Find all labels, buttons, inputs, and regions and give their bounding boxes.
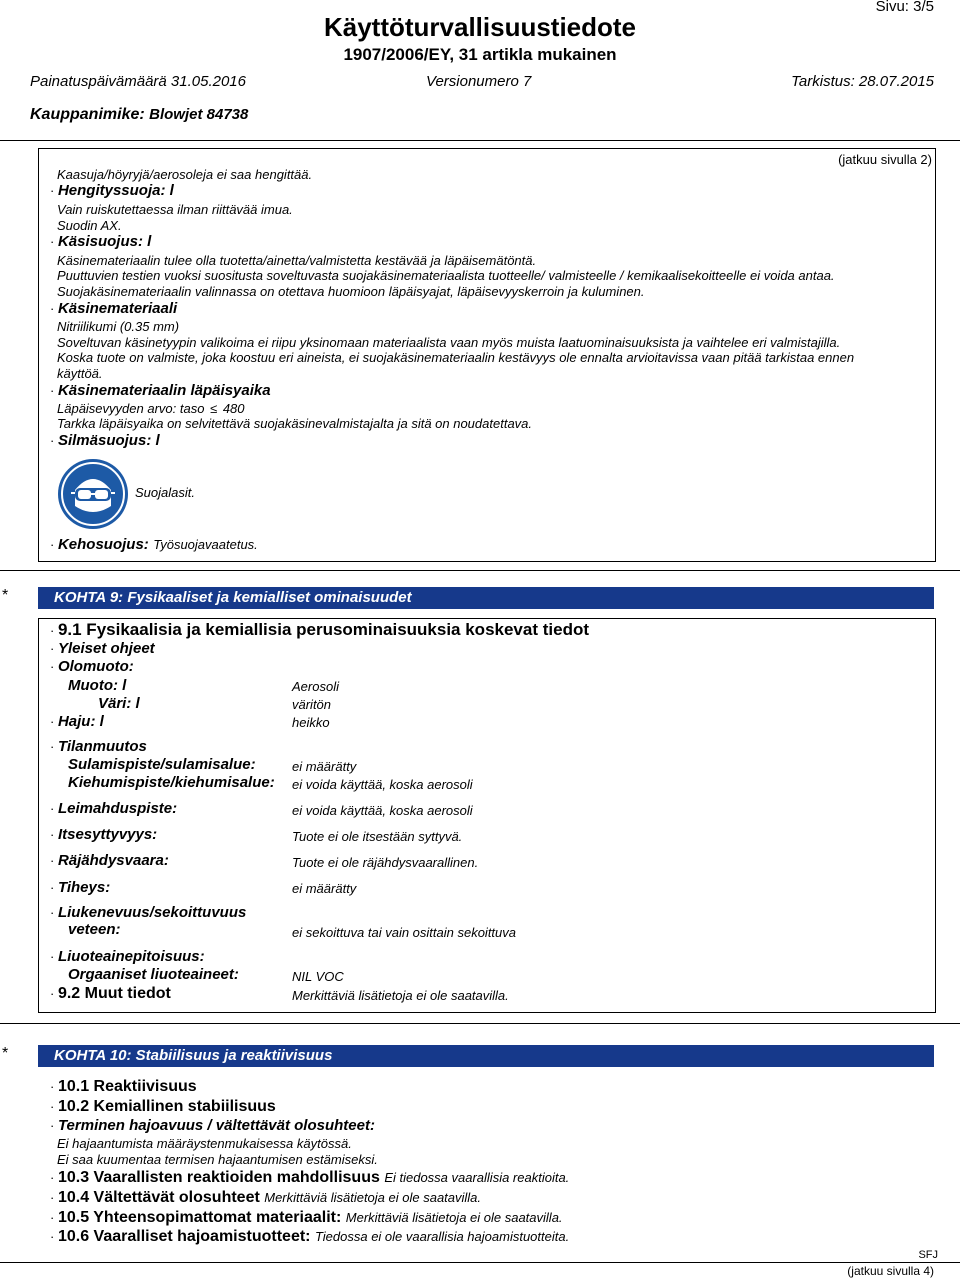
flash-point-label: · Leimahduspiste: xyxy=(50,800,178,817)
penetration-value: Läpäisevyyden arvo: taso ≤ 480 xyxy=(57,401,245,416)
gas-inhalation-note: Kaasuja/höyryjä/aerosoleja ei saa hengittää. xyxy=(57,167,313,182)
page-number: Sivu: 3/5 xyxy=(875,0,934,15)
flash-point-value: ei voida käyttää, koska aerosoli xyxy=(292,803,473,818)
hand-protection-heading: · Käsisuojus: l xyxy=(50,233,152,250)
footer-code: SFJ xyxy=(918,1249,938,1261)
penetration-time-heading: · Käsinemateriaalin läpäisyaika xyxy=(50,382,271,399)
safety-goggles-icon xyxy=(57,458,129,530)
thermal-decomposition-heading: · Terminen hajoavuus / vältettävät olosuhteet: xyxy=(50,1117,375,1134)
melting-point-value: ei määrätty xyxy=(292,759,357,774)
respiratory-note-1: Vain ruiskutettaessa ilman riittävää imua. xyxy=(57,202,293,217)
hazardous-decomposition: · 10.6 Vaaralliset hajoamistuotteet: Tiedossa ei ole vaarallisia hajoamistuotteita. xyxy=(50,1228,570,1245)
trade-name-value: Blowjet 84738 xyxy=(149,106,249,123)
form-value: Aerosoli xyxy=(292,679,339,694)
hand-note-1: Käsinemateriaalin tulee olla tuotetta/ainetta/valmistetta kestävää ja läpäisemätöntä. xyxy=(57,253,537,268)
version-number: Versionumero 7 xyxy=(426,73,532,90)
document-title: Käyttöturvallisuustiedote xyxy=(323,12,637,42)
density-label: · Tiheys: xyxy=(50,879,111,896)
section-9-divider xyxy=(0,570,960,571)
body-protection: · Kehosuojus: Työsuojavaatetus. xyxy=(50,536,258,553)
other-info-label: · 9.2 Muut tiedot xyxy=(50,985,171,1002)
glove-material-3: Koska tuote on valmiste, joka koostuu eri aineista, ei suojakäsinemateriaalin kestävyys ole ennalta arvioitavissa vaan pitää tarkistaa ennen xyxy=(57,350,855,365)
incompatible-materials: · 10.5 Yhteensopimattomat materiaalit: Merkittäviä lisätietoja ei ole saatavilla. xyxy=(50,1209,563,1226)
eye-protection-text: Suojalasit. xyxy=(135,485,195,500)
section-10-heading: KOHTA 10: Stabiilisuus ja reaktiivisuus xyxy=(38,1045,934,1067)
thermal-note-1: Ei hajaantumista määräystenmukaisessa käytössä. xyxy=(57,1136,352,1151)
color-label: Väri: l xyxy=(98,695,140,712)
section-9-1-heading: · 9.1 Fysikaalisia ja kemiallisia perusominaisuuksia koskevat tiedot xyxy=(50,620,589,639)
solubility-label: · Liukenevuus/sekoittuvuus xyxy=(50,904,247,921)
trade-name-label: Kauppanimike: xyxy=(30,106,145,123)
color-value: väritön xyxy=(292,697,332,712)
conditions-to-avoid: · 10.4 Vältettävät olosuhteet Merkittäviä lisätietoja ei ole saatavilla. xyxy=(50,1189,482,1206)
form-label: Muoto: l xyxy=(68,677,127,694)
explosion-danger-label: · Räjähdysvaara: xyxy=(50,852,169,869)
other-info-value: Merkittäviä lisätietoja ei ole saatavilla. xyxy=(292,988,509,1003)
glove-material-4: käyttöä. xyxy=(57,366,103,381)
glove-material-1: Nitriilikumi (0.35 mm) xyxy=(57,319,180,334)
continued-to-note: (jatkuu sivulla 4) xyxy=(847,1264,934,1278)
solubility-water-label: veteen: xyxy=(68,921,121,938)
explosion-danger-value: Tuote ei ole räjähdysvaarallinen. xyxy=(292,855,479,870)
melting-point-label: Sulamispiste/sulamisalue: xyxy=(68,756,256,773)
section-9-heading: KOHTA 9: Fysikaaliset ja kemialliset ominaisuudet xyxy=(38,587,934,609)
boiling-point-label: Kiehumispiste/kiehumisalue: xyxy=(68,774,275,791)
appearance-heading: · Olomuoto: xyxy=(50,658,134,675)
respiratory-protection-heading: · Hengityssuoja: l xyxy=(50,182,174,199)
eye-protection-heading: · Silmäsuojus: l xyxy=(50,432,160,449)
solvent-content-heading: · Liuoteainepitoisuus: xyxy=(50,948,205,965)
hand-note-3: Suojakäsinemateriaalin valinnassa on otettava huomioon läpäisyajat, läpäisevyyskerroin ja kuluminen. xyxy=(57,284,645,299)
revision-date: Tarkistus: 28.07.2015 xyxy=(791,73,934,90)
self-ignition-label: · Itsesyttyvyys: xyxy=(50,826,158,843)
boiling-point-value: ei voida käyttää, koska aerosoli xyxy=(292,777,473,792)
hazardous-reactions: · 10.3 Vaarallisten reaktioiden mahdollisuus Ei tiedossa vaarallisia reaktioita. xyxy=(50,1169,570,1186)
density-value: ei määrätty xyxy=(292,881,357,896)
general-info-heading: · Yleiset ohjeet xyxy=(50,640,155,657)
self-ignition-value: Tuote ei ole itsestään syttyvä. xyxy=(292,829,463,844)
glove-material-2: Soveltuvan käsinetyypin valikoima ei riipu yksinomaan materiaalista vaan myös muista laatuominaisuuksista ja vaihtelee eri valmistajilla. xyxy=(57,335,841,350)
organic-solvents-value: NIL VOC xyxy=(292,969,344,984)
print-date: Painatuspäivämäärä 31.05.2016 xyxy=(30,73,246,90)
header-divider xyxy=(0,140,960,141)
hand-note-2: Puuttuvien testien vuoksi suositusta soveltuvasta suojakäsinemateriaalista tuotteelle/ valmisteelle / kemikaalisekoitteelle ei voida antaa. xyxy=(57,268,835,283)
glove-material-heading: · Käsinemateriaali xyxy=(50,300,178,317)
continued-from-note: (jatkuu sivulla 2) xyxy=(838,152,932,167)
section-10-divider xyxy=(0,1023,960,1024)
thermal-note-2: Ei saa kuumentaa termisen hajaantumisen estämiseksi. xyxy=(57,1152,378,1167)
section-9-change-marker: * xyxy=(2,587,9,604)
section-10-change-marker: * xyxy=(2,1045,9,1062)
odor-label: · Haju: l xyxy=(50,713,104,730)
footer-divider xyxy=(0,1262,960,1263)
less-equal-symbol: ≤ xyxy=(210,401,218,416)
penetration-note: Tarkka läpäisyaika on selvitettävä suojakäsinevalmistajalta ja sitä on noudatettava. xyxy=(57,416,533,431)
odor-value: heikko xyxy=(292,715,330,730)
solubility-value: ei sekoittuva tai vain osittain sekoittuva xyxy=(292,925,517,940)
chemical-stability-heading: · 10.2 Kemiallinen stabiilisuus xyxy=(50,1098,276,1115)
respiratory-note-2: Suodin AX. xyxy=(57,218,122,233)
organic-solvents-label: Orgaaniset liuoteaineet: xyxy=(68,966,239,983)
document-subtitle: 1907/2006/EY, 31 artikla mukainen xyxy=(343,45,617,64)
reactivity-heading: · 10.1 Reaktiivisuus xyxy=(50,1078,197,1095)
trade-name xyxy=(30,106,248,124)
state-change-heading: · Tilanmuutos xyxy=(50,738,147,755)
